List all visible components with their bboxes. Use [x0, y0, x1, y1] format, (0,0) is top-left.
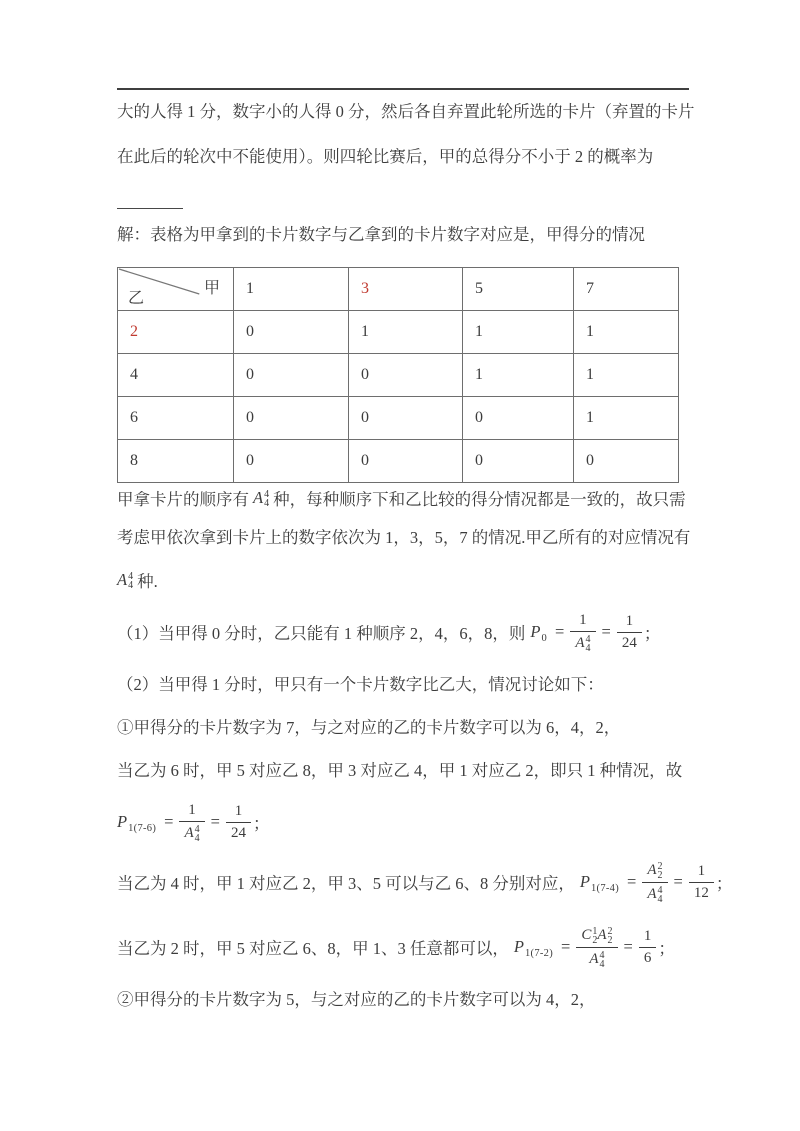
formula-p76-line — [117, 794, 269, 850]
value-cell: 0 — [349, 354, 463, 397]
table-header-row — [118, 268, 679, 311]
formula-p74: P 1(7-4) = A 2 2 A 4 4 = $\frac{1}{12}$ ； — [579, 860, 733, 905]
case1-line — [117, 605, 660, 659]
perm-a44: A 4 4 — [117, 570, 134, 591]
perm-a44: A 4 4 — [253, 488, 270, 509]
sub2-intro-line: ②甲得分的卡片数字为 5，与之对应的乙的卡片数字可以为 4，2， — [117, 990, 596, 1009]
value-cell: 1 — [349, 311, 463, 354]
formula-p0: P 0 = 1 A 4 4 = $\frac{1}{24}$ ； — [530, 611, 661, 654]
table-row — [118, 397, 679, 440]
row-label-cell: 2 — [118, 311, 234, 354]
value-cell: 0 — [234, 440, 349, 483]
value-cell: 0 — [463, 397, 574, 440]
header-cell: 3 — [349, 268, 463, 311]
value-cell: 0 — [349, 440, 463, 483]
case2-line: （2）当甲得 1 分时，甲只有一个卡片数字比乙大，情况讨论如下： — [117, 675, 604, 694]
para-line-3 — [117, 565, 158, 595]
problem-line-2: 在此后的轮次中不能使用）。则四轮比赛后，甲的总得分不小于 2 的概率为 — [117, 147, 654, 166]
header-cell: 1 — [234, 268, 349, 311]
score-table-wrap — [117, 267, 679, 483]
row-label-cell: 8 — [118, 440, 234, 483]
sub1-intro-line: ①甲得分的卡片数字为 7，与之对应的乙的卡片数字可以为 6，4，2， — [117, 718, 621, 737]
solution-intro: 解：表格为甲拿到的卡片数字与乙拿到的卡片数字对应是，甲得分的情况 — [117, 225, 645, 244]
sub1-case2-text: 当乙为 2 时，甲 5 对应乙 6、8，甲 1、3 任意都可以， — [117, 939, 509, 958]
para-line-2: 考虑甲依次拿到卡片上的数字依次为 1，3，5，7 的情况.甲乙所有的对应情况有 — [117, 528, 691, 547]
value-cell: 1 — [574, 354, 679, 397]
value-cell: 0 — [574, 440, 679, 483]
value-cell: 0 — [234, 397, 349, 440]
para-line-1 — [117, 483, 686, 513]
table-row — [118, 354, 679, 397]
corner-row-label: 乙 — [128, 290, 145, 307]
value-cell: 0 — [463, 440, 574, 483]
value-cell: 1 — [574, 311, 679, 354]
value-cell: 1 — [463, 354, 574, 397]
case1-text: （1）当甲得 0 分时，乙只能有 1 种顺序 2，4，6，8，则 — [117, 624, 526, 643]
sub1-case4-line — [117, 854, 732, 910]
sub1-case4-text: 当乙为 4 时，甲 1 对应乙 2，甲 3、5 可以与乙 6、8 分别对应， — [117, 874, 575, 893]
top-rule — [117, 88, 689, 90]
value-cell: 0 — [349, 397, 463, 440]
value-cell: 0 — [234, 354, 349, 397]
score-table — [117, 267, 679, 483]
table-row — [118, 311, 679, 354]
formula-p72: P 1(7-2) = C 1 2 A 2 2 A 4 4 = $\frac{1}{6}$ ； — [513, 925, 675, 970]
para-line-3-post: 种. — [137, 572, 158, 591]
answer-blank — [117, 194, 183, 209]
table-row — [118, 440, 679, 483]
value-cell: 1 — [463, 311, 574, 354]
header-cell: 7 — [574, 268, 679, 311]
value-cell: 0 — [234, 311, 349, 354]
table-corner-cell — [118, 268, 234, 311]
corner-col-label: 甲 — [204, 280, 221, 297]
para-line-1-post: 种，每种顺序下和乙比较的得分情况都是一致的，故只需 — [273, 490, 686, 509]
formula-p76: P 1(7-6) = 1 A 4 4 = $\frac{1}{24}$ ； — [117, 801, 270, 844]
sub1-case2-line — [117, 919, 675, 975]
row-label-cell: 4 — [118, 354, 234, 397]
problem-line-1: 大的人得 1 分，数字小的人得 0 分，然后各自弃置此轮所选的卡片（弃置的卡片 — [117, 102, 695, 121]
value-cell: 1 — [574, 397, 679, 440]
row-label-cell: 6 — [118, 397, 234, 440]
para-line-1-pre: 甲拿卡片的顺序有 — [117, 490, 249, 509]
sub1-case6-line: 当乙为 6 时，甲 5 对应乙 8，甲 3 对应乙 4，甲 1 对应乙 2，即只 1 种情况，故 — [117, 761, 683, 780]
header-cell: 5 — [463, 268, 574, 311]
